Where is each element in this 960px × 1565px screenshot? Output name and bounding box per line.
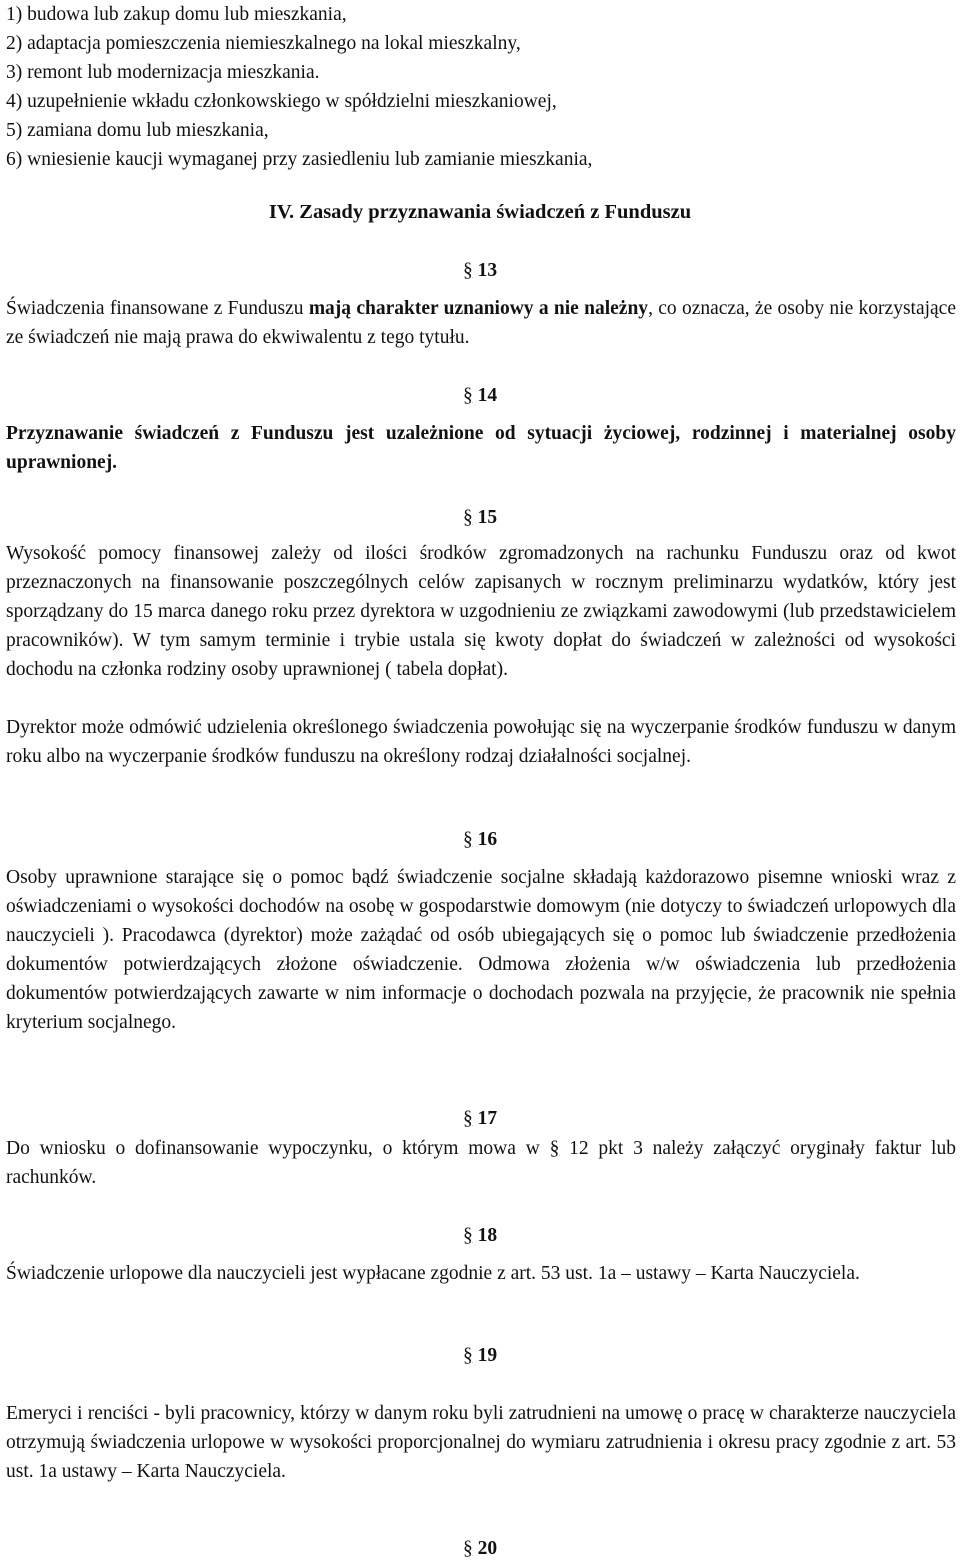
list-item: 1) budowa lub zakup domu lub mieszkania,	[6, 4, 347, 25]
section-17-text: Do wniosku o dofinansowanie wypoczynku, o którym mowa w § 12 pkt 3 należy załączyć oryginały faktur lub rachunków.	[6, 1138, 956, 1188]
section-number: 17	[477, 1108, 498, 1129]
section-symbol: §	[462, 829, 473, 850]
section-symbol: §	[462, 1225, 473, 1246]
section-symbol: §	[462, 1108, 473, 1129]
section-number: 14	[477, 385, 498, 406]
purpose-list	[6, 0, 946, 174]
section-15-paragraph-1: Wysokość pomocy finansowej zależy od ilości środków zgromadzonych na rachunku Funduszu oraz od kwot przeznaczonych na finansowanie poszczególnych celów zapisanych w rocznym preliminarzu wydatków, który jest sporządzany do 15 marca danego roku przez dyrektora w uzgodnieniu ze związkami zawodowymi (lub przedstawicielem pracowników). W tym samym terminie i trybie ustala się kwoty dopłat do świadczeń w zależności od wysokości dochodu na członka rodziny osoby uprawnionej ( tabela dopłat).	[6, 543, 956, 680]
section-15-paragraph-2: Dyrektor może odmówić udzielenia określonego świadczenia powołując się na wyczerpanie środków funduszu w danym roku albo na wyczerpanie środków funduszu na określony rodzaj działalności socjalnej.	[6, 717, 956, 767]
section-symbol: §	[462, 260, 473, 281]
section-number: 20	[477, 1538, 498, 1559]
section-symbol: §	[462, 507, 473, 528]
chapter-heading	[0, 198, 960, 227]
section-number: 15	[477, 507, 498, 528]
section-18-heading	[0, 1221, 960, 1250]
section-symbol: §	[462, 385, 473, 406]
section-18-text: Świadczenie urlopowe dla nauczycieli jest wypłacane zgodnie z art. 53 ust. 1a – ustawy – Karta Nauczyciela.	[6, 1263, 860, 1284]
section-symbol: §	[549, 1138, 560, 1159]
section-symbol: §	[462, 1538, 473, 1559]
section-14-heading	[0, 381, 960, 410]
list-item: 3) remont lub modernizacja mieszkania.	[6, 62, 320, 83]
section-number: 19	[477, 1345, 498, 1366]
section-13-text: Świadczenia finansowane z Funduszu mają charakter uznaniowy a nie należny, co oznacza, że osoby nie korzystające ze świadczeń nie mają prawa do ekwiwalentu z tego tytułu.	[6, 298, 956, 348]
section-19-heading	[0, 1341, 960, 1370]
section-number: 16	[477, 829, 498, 850]
section-13-heading	[0, 256, 960, 285]
section-symbol: §	[462, 1345, 473, 1366]
section-number: 18	[477, 1225, 498, 1246]
section-15-heading	[0, 503, 960, 532]
section-20-heading	[0, 1534, 960, 1563]
section-17-heading	[0, 1104, 960, 1133]
list-item: 4) uzupełnienie wkładu członkowskiego w spółdzielni mieszkaniowej,	[6, 91, 557, 112]
list-item: 2) adaptacja pomieszczenia niemieszkalnego na lokal mieszkalny,	[6, 33, 521, 54]
list-item: 5) zamiana domu lub mieszkania,	[6, 120, 269, 141]
section-16-heading	[0, 825, 960, 854]
section-19-text: Emeryci i renciści - byli pracownicy, którzy w danym roku byli zatrudnieni na umowę o pracę w charakterze nauczyciela otrzymują świadczenia urlopowe w wysokości proporcjonalnej do wymiaru zatrudnienia i okresu pracy zgodnie z art. 53 ust. 1a ustawy – Karta Nauczyciela.	[6, 1403, 956, 1482]
list-item: 6) wniesienie kaucji wymaganej przy zasiedleniu lub zamianie mieszkania,	[6, 149, 593, 170]
section-16-text: Osoby uprawnione starające się o pomoc bądź świadczenie socjalne składają każdorazowo pisemne wnioski wraz z oświadczeniami o wysokości dochodów na osobę w gospodarstwie domowym (nie dotyczy to świadczeń urlopowych dla nauczycieli ). Pracodawca (dyrektor) może zażądać od osób ubiegających się o pomoc lub świadczenie przedłożenia dokumentów potwierdzających złożone oświadczenie. Odmowa złożenia w/w oświadczenia lub przedłożenia dokumentów potwierdzających zawarte w nim informacje o dochodach pozwala na przyjęcie, że pracownik nie spełnia kryterium socjalnego.	[6, 867, 956, 1033]
section-number: 13	[477, 260, 498, 281]
chapter-heading-text: IV. Zasady przyznawania świadczeń z Funduszu	[268, 201, 692, 223]
section-14-text: Przyznawanie świadczeń z Funduszu jest uzależnione od sytuacji życiowej, rodzinnej i materialnej osoby uprawnionej.	[6, 423, 956, 473]
